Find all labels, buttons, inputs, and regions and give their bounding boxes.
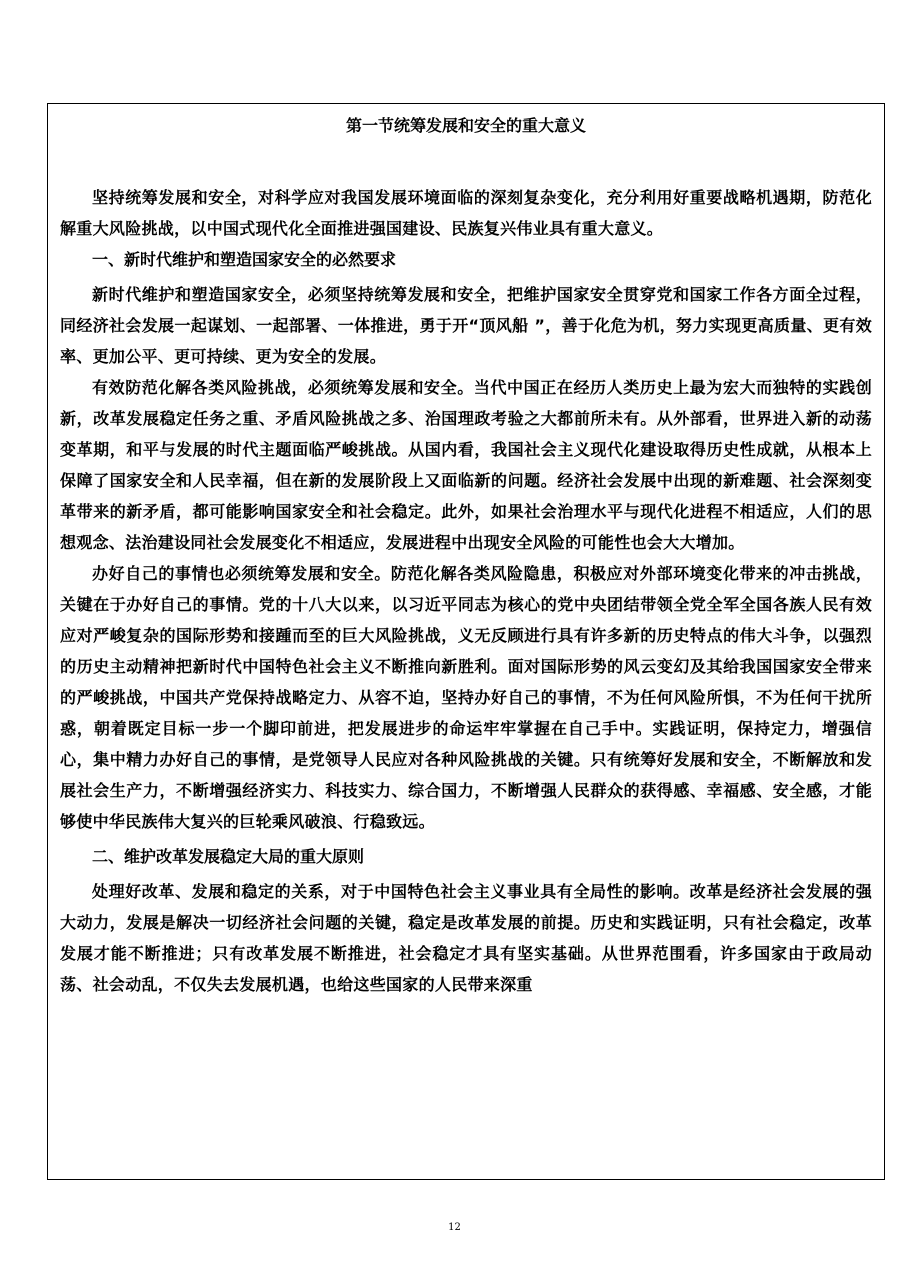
paragraph-one: 新时代维护和塑造国家安全，必须坚持统筹发展和安全，把维护国家安全贯穿党和国家工作各方面全过程，同经济社会发展一起谋划、一起部署、一体推进，勇于开“顶风船 ”，善于化危为机，努力实现更高质量、更有效率、更加公平、更可持续、更为安全的发展。 <box>60 285 872 366</box>
heading-two: 二、维护改革发展稳定大局的重大原则 <box>92 847 365 866</box>
intro-paragraph: 坚持统筹发展和安全，对科学应对我国发展环境面临的深刻复杂变化，充分利用好重要战略机遇期，防范化解重大风险挑战，以中国式现代化全面推进强国建设、民族复兴伟业具有重大意义。 <box>60 188 872 238</box>
heading-one: 一、新时代维护和塑造国家安全的必然要求 <box>92 250 397 269</box>
paragraph-three: 办好自己的事情也必须统筹发展和安全。防范化解各类风险隐患，积极应对外部环境变化带来的冲击挑战，关键在于办好自己的事情。党的十八大以来，以习近平同志为核心的党中央团结带领全党全军全国各族人民有效应对严峻复杂的国际形势和接踵而至的巨大风险挑战，义无反顾进行具有许多新的历史特点的伟大斗争，以强烈的历史主动精神把新时代中国特色社会主义不断推向新胜利。面对国际形势的风云变幻及其给我国国家安全带来的严峻挑战，中国共产党保持战略定力、从容不迫，坚持办好自己的事情，不为任何风险所惧，不为任何干扰所惑，朝着既定目标一步一个脚印前进，把发展进步的命运牢牢掌握在自己手中。实践证明，保持定力，增强信心，集中精力办好自己的事情，是党领导人民应对各种风险挑战的关键。只有统筹好发展和安全，不断解放和发展社会生产力，不断增强经济实力、科技实力、综合国力，不断增强人民群众的获得感、幸福感、安全感，才能够使中华民族伟大复兴的巨轮乘风破浪、行稳致远。 <box>60 564 872 831</box>
paragraph-two: 有效防范化解各类风险挑战，必须统筹发展和安全。当代中国正在经历人类历史上最为宏大而独特的实践创新，改革发展稳定任务之重、矛盾风险挑战之多、治国理政考验之大都前所未有。从外部看，世界进入新的动荡变革期，和平与发展的时代主题面临严峻挑战。从国内看，我国社会主义现代化建设取得历史性成就，从根本上保障了国家安全和人民幸福，但在新的发展阶段上又面临新的问题。经济社会发展中出现的新难题、社会深刻变革带来的新矛盾，都可能影响国家安全和社会稳定。此外，如果社会治理水平与现代化进程不相适应，人们的思想观念、法治建设同社会发展变化不相适应，发展进程中出现安全风险的可能性也会大大增加。 <box>60 378 872 552</box>
content-frame <box>47 103 885 1180</box>
page-number: 12 <box>448 1222 461 1233</box>
body-text <box>60 182 872 1000</box>
paragraph-four: 处理好改革、发展和稳定的关系，对于中国特色社会主义事业具有全局性的影响。改革是经济社会发展的强大动力，发展是解决一切经济社会问题的关键，稳定是改革发展的前提。历史和实践证明，只有社会稳定，改革发展才能不断推进；只有改革发展不断推进，社会稳定才具有坚实基础。从世界范围看，许多国家由于政局动荡、社会动乱，不仅失去发展机遇，也给这些国家的人民带来深重 <box>60 882 872 994</box>
section-title: 第一节统筹发展和安全的重大意义 <box>345 116 586 135</box>
